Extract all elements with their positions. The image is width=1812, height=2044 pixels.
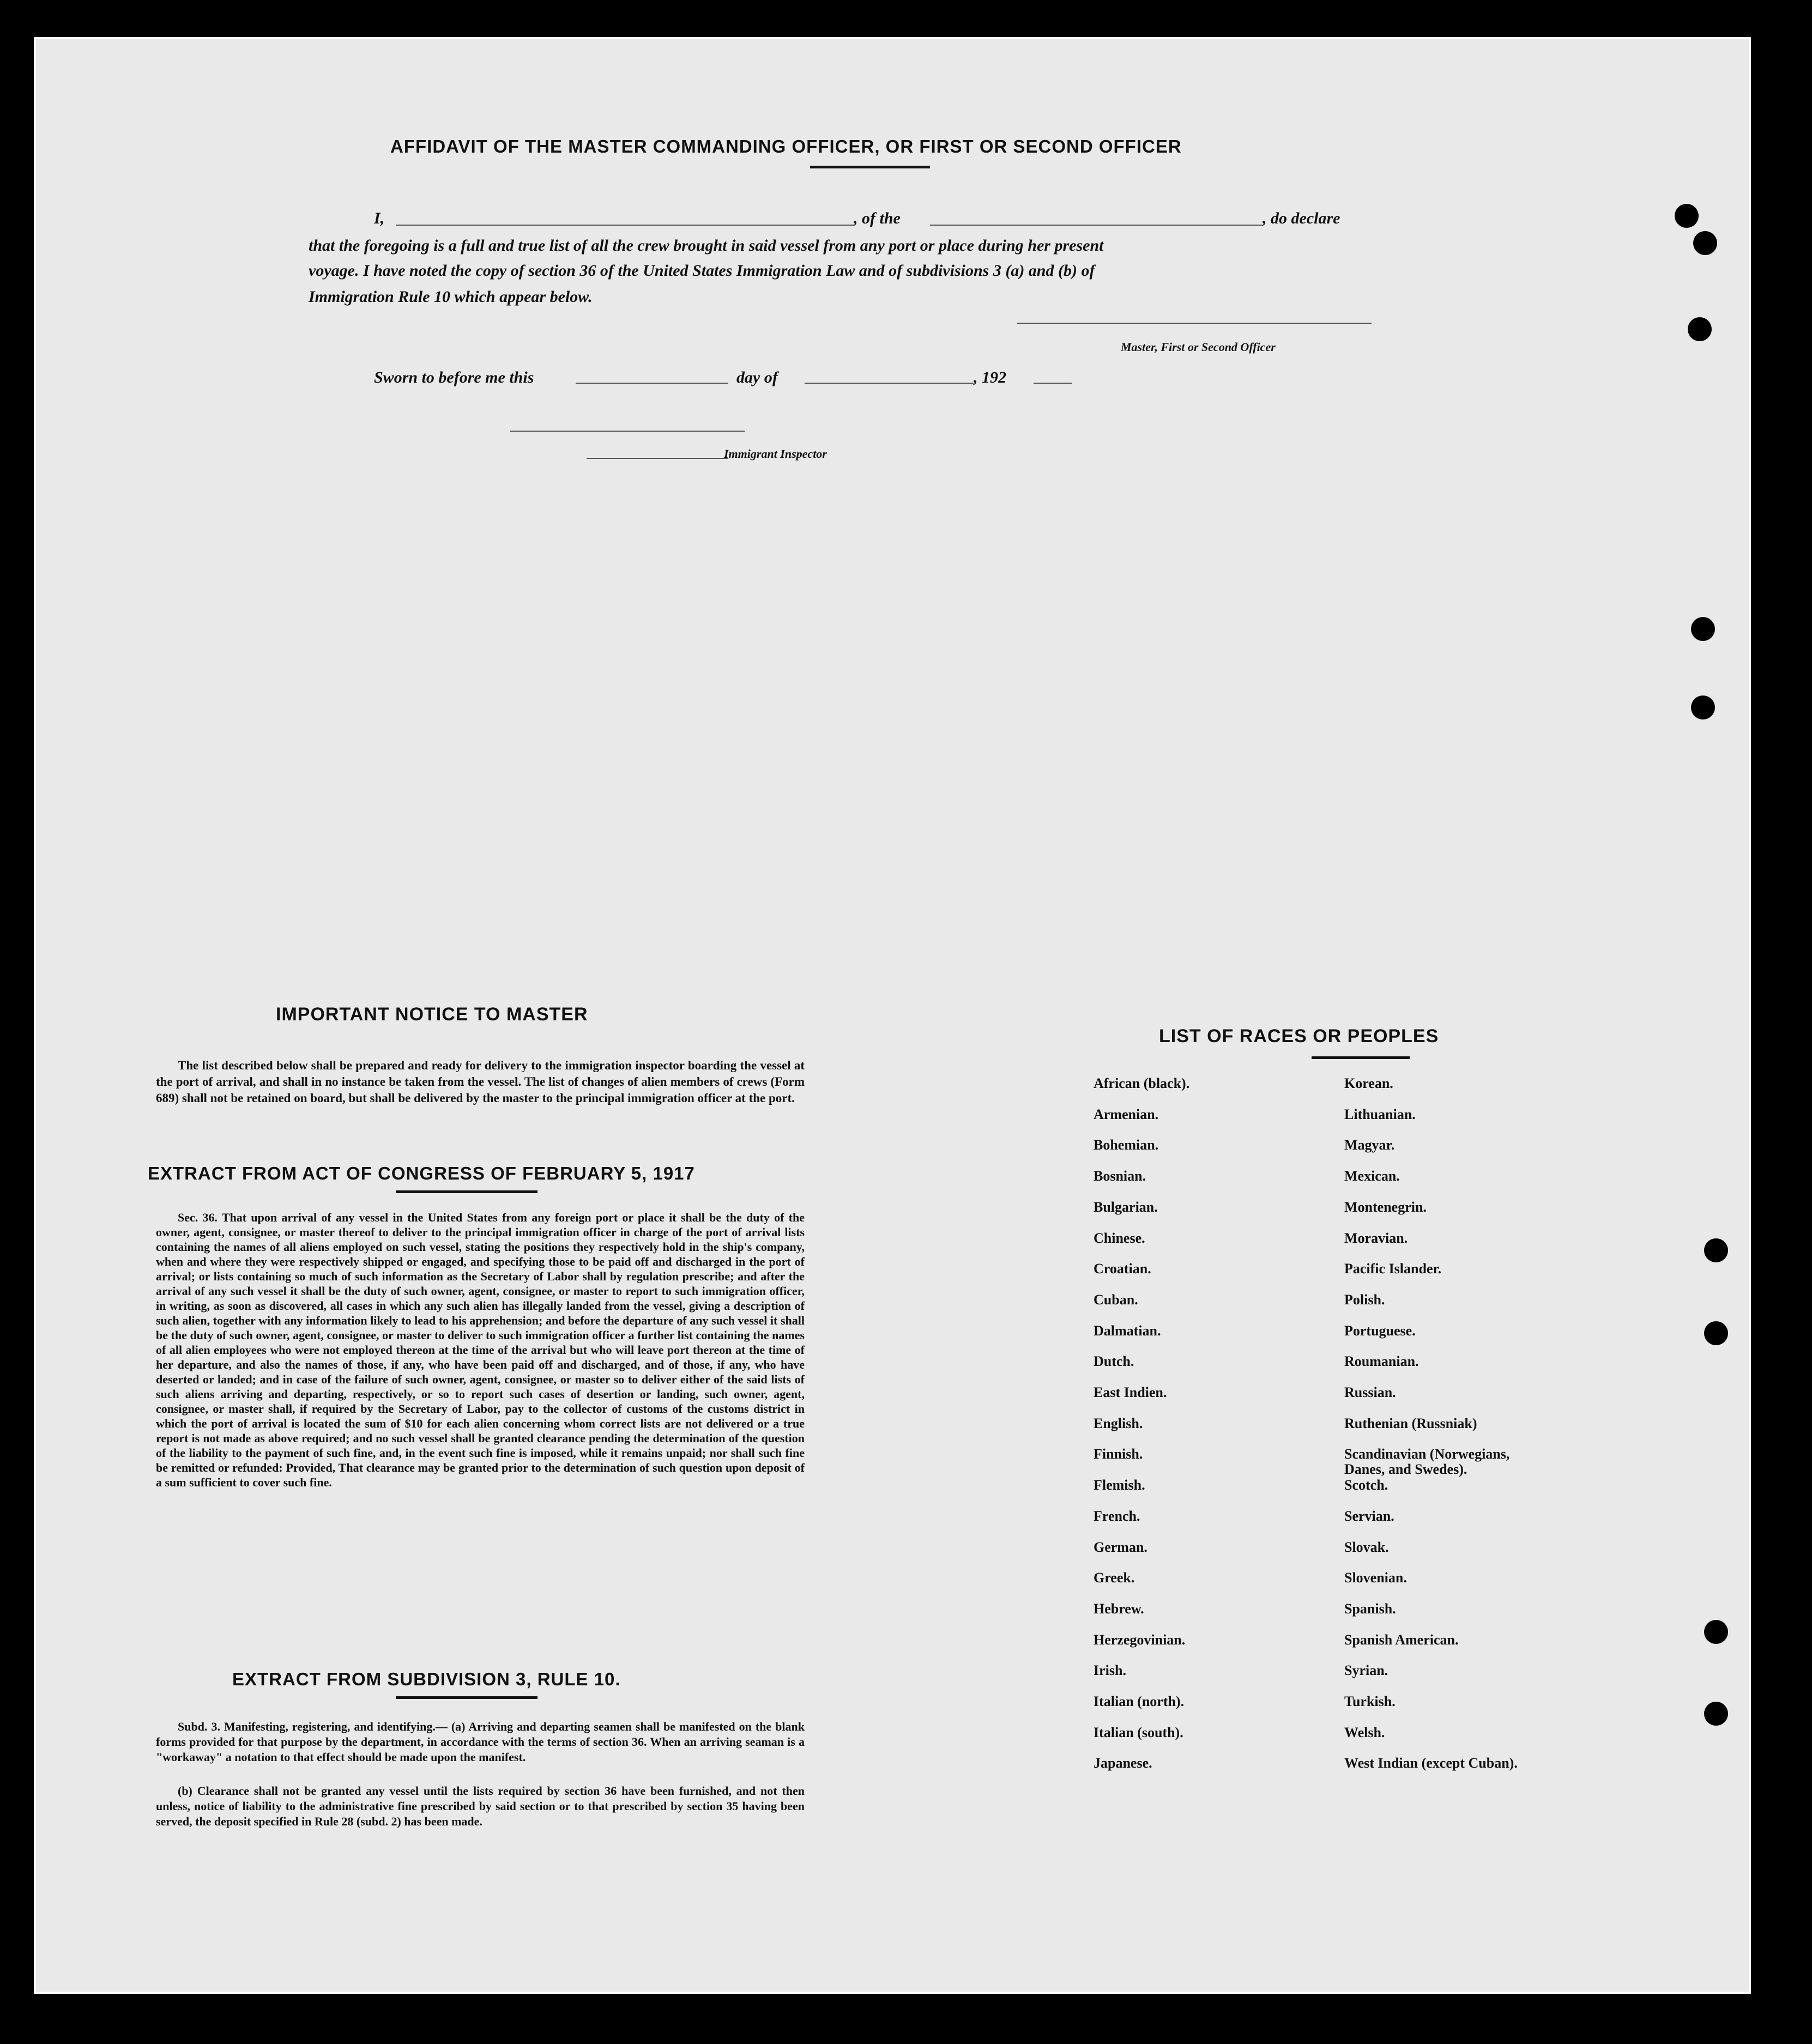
- extract-act-text: Sec. 36. That upon arrival of any vessel in the United States from any foreign port or place it shall be the duty of the owner, agent, consignee, or master thereof to deliver to the principal immigration officer in charge of the port of arrival lists containing the names of all aliens employed on such vessel, stating the positions they respectively hold in the ship's company, when and where they were respectively shipped or engaged, and specifying those to be paid off and discharged in the port of arrival; or lists containing so much of such information as the Secretary of Labor shall by regulation prescribe; and after the arrival of any such vessel it shall be the duty of such owner, agent, consignee, or master to report to such immigration officer, in writing, as soon as discovered, all cases in which any such alien has illegally landed from the vessel, giving a description of such alien, together with any information likely to lead to his apprehension; and before the departure of any such vessel it shall be the duty of such owner, agent, consignee, or master to deliver to such immigration officer a further list containing the names of all alien employees who were not employed thereon at the time of the arrival but who will leave port thereon at the time of her departure, and also the names of those, if any, who have been paid off and discharged, and of those, if any, who have deserted or landed; and in case of the failure of such owner, agent, consignee, or master so to deliver either of the said lists of such aliens arriving and departing, respectively, or so to report such cases of desertion or landing, such owner, agent, consignee, or master shall, if required by the Secretary of Labor, pay to the collector of customs of the customs district in which the port of arrival is located the sum of $10 for each alien concerning whom correct lists are not delivered or a true report is not made as above required; and no such vessel shall be granted clearance pending the determination of the question of the liability to the payment of such fine, and, in the event such fine is imposed, while it remains unpaid; nor shall such fine be remitted or refunded: Provided, That clearance may be granted prior to the determination of such question upon deposit of a sum sufficient to cover such fine.: [156, 1211, 805, 1489]
- race-item: Syrian.: [1344, 1662, 1388, 1679]
- race-item: English.: [1094, 1415, 1143, 1431]
- race-item: Polish.: [1344, 1291, 1385, 1308]
- race-item: French.: [1094, 1508, 1140, 1524]
- extract-rule-text-a: Subd. 3. Manifesting, registering, and identifying.— (a) Arriving and departing seamen shall be manifested on the blank forms provided for that purpose by the department, in accordance with the terms of section 36. When an arriving seaman is a "workaway" a notation to that effect should be made upon the manifest.: [156, 1720, 805, 1764]
- race-item: Moravian.: [1344, 1230, 1408, 1246]
- affidavit-line1-declare: , do declare: [1263, 209, 1340, 227]
- notice-text: The list described below shall be prepared and ready for delivery to the immigration inspector boarding the vessel at the port of arrival, and shall in no instance be taken from the vessel. The list of changes of alien members of crews (Form 689) shall not be retained on board, but shall be delivered by the master to the principal immigration officer at the port.: [156, 1059, 805, 1105]
- punch-hole: [1704, 1321, 1728, 1345]
- affidavit-line1-of: , of the: [854, 209, 901, 227]
- race-item: Armenian.: [1094, 1106, 1159, 1122]
- races-underline: [1312, 1056, 1410, 1059]
- affidavit-line1-i: I,: [374, 209, 385, 227]
- race-item: Dalmatian.: [1094, 1322, 1161, 1339]
- affidavit-line2: that the foregoing is a full and true list of all the crew brought in said vessel from any port or place during her present: [309, 237, 1104, 255]
- sworn-prefix: Sworn to before me this: [374, 368, 534, 386]
- race-item: Dutch.: [1094, 1353, 1134, 1370]
- race-item: Bosnian.: [1094, 1168, 1146, 1184]
- inspector-line-short: [587, 458, 728, 459]
- race-item: Hebrew.: [1094, 1600, 1144, 1617]
- race-item: Mexican.: [1344, 1168, 1400, 1184]
- races-title: LIST OF RACES OR PEOPLES: [1159, 1026, 1439, 1047]
- race-item: Bulgarian.: [1094, 1199, 1158, 1215]
- punch-hole: [1688, 317, 1712, 341]
- race-item: Cuban.: [1094, 1291, 1138, 1308]
- punch-hole: [1704, 1620, 1728, 1644]
- signature-line: [1017, 323, 1372, 324]
- sworn-day-blank: [576, 383, 728, 384]
- race-item: Finnish.: [1094, 1446, 1143, 1462]
- extract-rule-text-b: (b) Clearance shall not be granted any vessel until the lists required by section 36 have been furnished, and not then unless, notice of liability to the administrative fine prescribed by said section or to that prescribed by section 35 having been served, the deposit specified in Rule 28 (subd. 2) has been made.: [156, 1784, 805, 1828]
- notice-title: IMPORTANT NOTICE TO MASTER: [276, 1004, 588, 1025]
- race-item: Spanish American.: [1344, 1631, 1459, 1648]
- sworn-year: , 192: [974, 368, 1006, 386]
- race-item: German.: [1094, 1539, 1147, 1555]
- document-sheet: [34, 37, 1751, 1994]
- race-item: Scandinavian (Norwegians, Danes, and Swedes).: [1344, 1446, 1510, 1478]
- race-item: Greek.: [1094, 1570, 1135, 1586]
- race-item: Irish.: [1094, 1662, 1126, 1679]
- race-item: Herzegovinian.: [1094, 1631, 1186, 1648]
- race-item: Servian.: [1344, 1508, 1394, 1524]
- punch-hole: [1704, 1238, 1728, 1262]
- inspector-line: [510, 431, 745, 432]
- punch-hole: [1693, 231, 1717, 255]
- race-item: Roumanian.: [1344, 1353, 1419, 1370]
- sworn-day-of: day of: [736, 368, 778, 386]
- race-item: East Indien.: [1094, 1384, 1167, 1400]
- sworn-month-blank: [805, 383, 974, 384]
- race-item: West Indian (except Cuban).: [1344, 1755, 1518, 1771]
- race-item: Korean.: [1344, 1075, 1393, 1091]
- vessel-blank: [930, 225, 1263, 226]
- race-item: Magyar.: [1344, 1137, 1395, 1153]
- race-item: Italian (north).: [1094, 1694, 1185, 1709]
- race-item: Russian.: [1344, 1384, 1396, 1400]
- race-item: Welsh.: [1344, 1724, 1385, 1740]
- extract-act-title: EXTRACT FROM ACT OF CONGRESS OF FEBRUARY 5, 1917: [148, 1163, 695, 1183]
- affidavit-line3: voyage. I have noted the copy of section 36 of the United States Immigration Law and of subdivisions 3 (a) and (b) of: [309, 262, 1095, 280]
- race-item: Slovenian.: [1344, 1570, 1407, 1586]
- punch-hole: [1675, 204, 1699, 228]
- race-item: Pacific Islander.: [1344, 1261, 1442, 1277]
- race-item: Croatian.: [1094, 1261, 1151, 1277]
- race-item: Ruthenian (Russniak): [1344, 1415, 1477, 1431]
- extract-rule-title: EXTRACT FROM SUBDIVISION 3, RULE 10.: [232, 1669, 621, 1689]
- affidavit-title: AFFIDAVIT OF THE MASTER COMMANDING OFFICER, OR FIRST OR SECOND OFFICER: [390, 136, 1182, 156]
- race-item: Portuguese.: [1344, 1322, 1416, 1339]
- affidavit-line4: Immigration Rule 10 which appear below.: [309, 288, 593, 306]
- race-item: African (black).: [1094, 1075, 1190, 1091]
- race-item: Spanish.: [1344, 1600, 1396, 1617]
- race-item: Bohemian.: [1094, 1137, 1159, 1153]
- punch-hole: [1704, 1702, 1728, 1726]
- signature-label: Master, First or Second Officer: [1121, 340, 1276, 354]
- race-item: Flemish.: [1094, 1477, 1145, 1493]
- punch-hole: [1691, 696, 1715, 719]
- race-item: Scotch.: [1344, 1477, 1388, 1493]
- title-underline: [810, 166, 930, 168]
- race-item: Montenegrin.: [1344, 1199, 1427, 1215]
- race-item: Japanese.: [1094, 1755, 1152, 1771]
- race-item: Turkish.: [1344, 1694, 1396, 1709]
- punch-hole: [1691, 617, 1715, 641]
- race-item: Slovak.: [1344, 1539, 1389, 1555]
- race-item: Italian (south).: [1094, 1724, 1183, 1740]
- race-item: Lithuanian.: [1344, 1106, 1416, 1122]
- inspector-label: Immigrant Inspector: [724, 447, 827, 461]
- name-blank: [396, 225, 854, 226]
- extract-act-underline: [396, 1190, 537, 1193]
- race-item: Chinese.: [1094, 1230, 1145, 1246]
- sworn-year-blank: [1034, 383, 1072, 384]
- extract-rule-underline: [396, 1696, 537, 1699]
